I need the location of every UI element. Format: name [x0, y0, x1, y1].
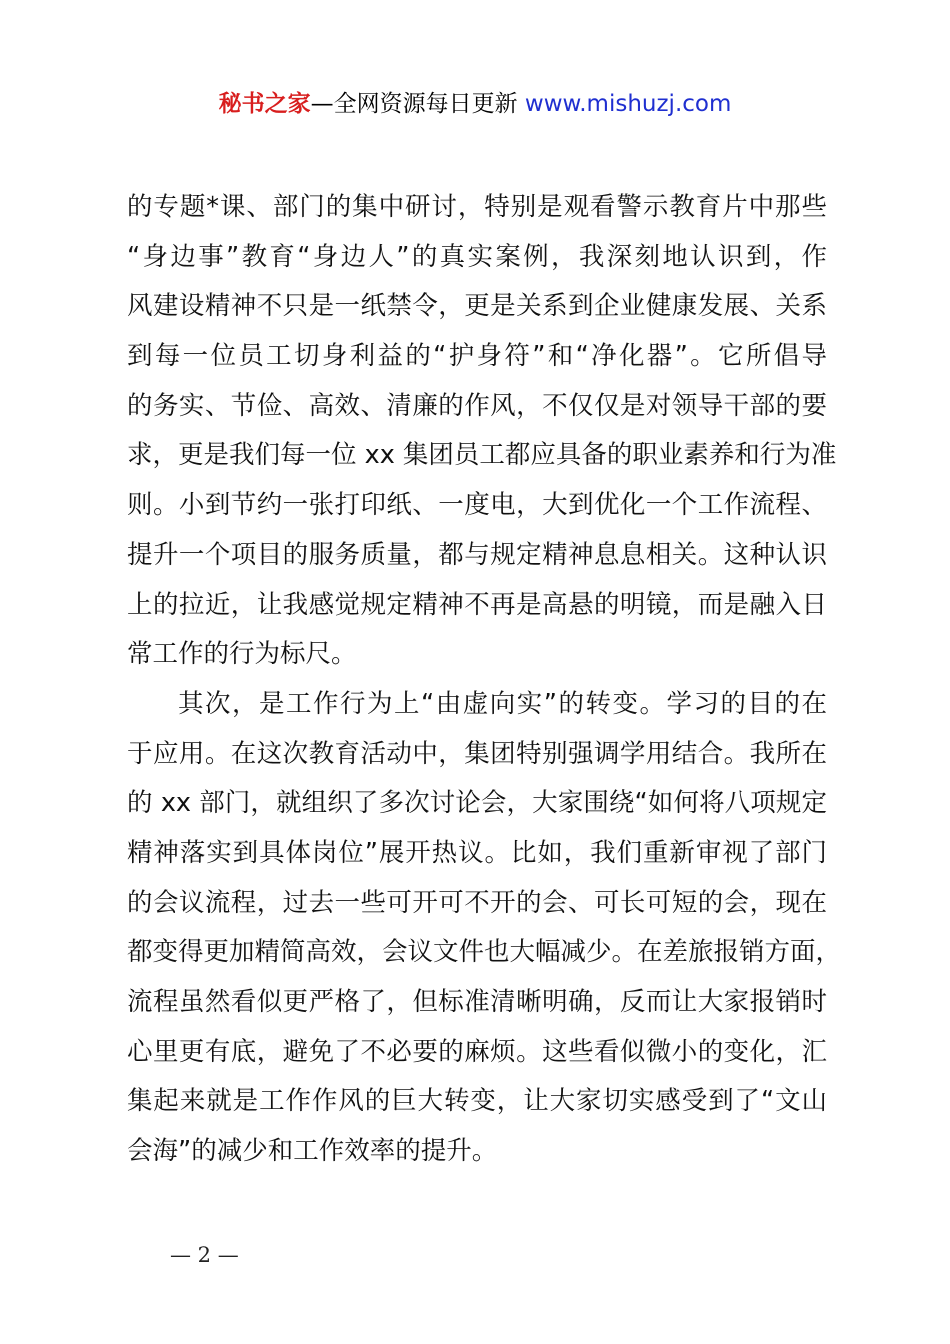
text-line: 于应用。在这次教育活动中，集团特别强调学用结合。我所在: [127, 738, 827, 769]
site-brand: 秘书之家: [218, 91, 311, 117]
text-line: 则。小到节约一张打印纸、一度电，大到优化一个工作流程、: [127, 490, 827, 521]
text-line: “身边事”教育“身边人”的真实案例，我深刻地认识到，作: [127, 241, 827, 272]
text-line: 都变得更加精简高效，会议文件也大幅减少。在差旅报销方面，: [127, 937, 842, 968]
text-line: 的务实、节俭、高效、清廉的作风，不仅仅是对领导干部的要: [127, 390, 827, 421]
text-line: 上的拉近，让我感觉规定精神不再是高悬的明镜，而是融入日: [127, 589, 827, 620]
text-line: 心里更有底，避免了不必要的麻烦。这些看似微小的变化，汇: [127, 1036, 827, 1067]
site-url-link[interactable]: www.mishuzj.com: [524, 91, 732, 117]
text-line: 提升一个项目的服务质量，都与规定精神息息相关。这种认识: [127, 539, 827, 570]
text-line: 集起来就是工作作风的巨大转变，让大家切实感受到了“文山: [127, 1086, 827, 1117]
paragraph-first-line: 其次，是工作行为上“由虚向实”的转变。学习的目的在: [178, 688, 827, 719]
text-line: 精神落实到具体岗位”展开热议。比如，我们重新审视了部门: [127, 837, 827, 868]
site-header: [0, 86, 950, 122]
text-line: 求，更是我们每一位 xx 集团员工都应具备的职业素养和行为准: [127, 440, 837, 471]
text-line: 会海”的减少和工作效率的提升。: [127, 1136, 498, 1167]
site-tagline: —全网资源每日更新: [310, 91, 525, 117]
document-body: [127, 183, 842, 1177]
text-line: 的 xx 部门，就组织了多次讨论会，大家围绕“如何将八项规定: [127, 788, 827, 819]
text-line: 流程虽然看似更严格了，但标准清晰明确，反而让大家报销时: [127, 987, 827, 1017]
text-line: 到每一位员工切身利益的“护身符”和“净化器”。它所倡导: [127, 341, 827, 372]
text-line: 的会议流程，过去一些可开可不开的会、可长可短的会，现在: [127, 887, 827, 918]
text-line: 常工作的行为标尺。: [127, 639, 357, 670]
page-number: — 2 —: [170, 1243, 239, 1267]
text-line: 的专题*课、部门的集中研讨，特别是观看警示教育片中那些: [127, 192, 827, 222]
text-line: 风建设精神不只是一纸禁令，更是关系到企业健康发展、关系: [127, 291, 827, 322]
